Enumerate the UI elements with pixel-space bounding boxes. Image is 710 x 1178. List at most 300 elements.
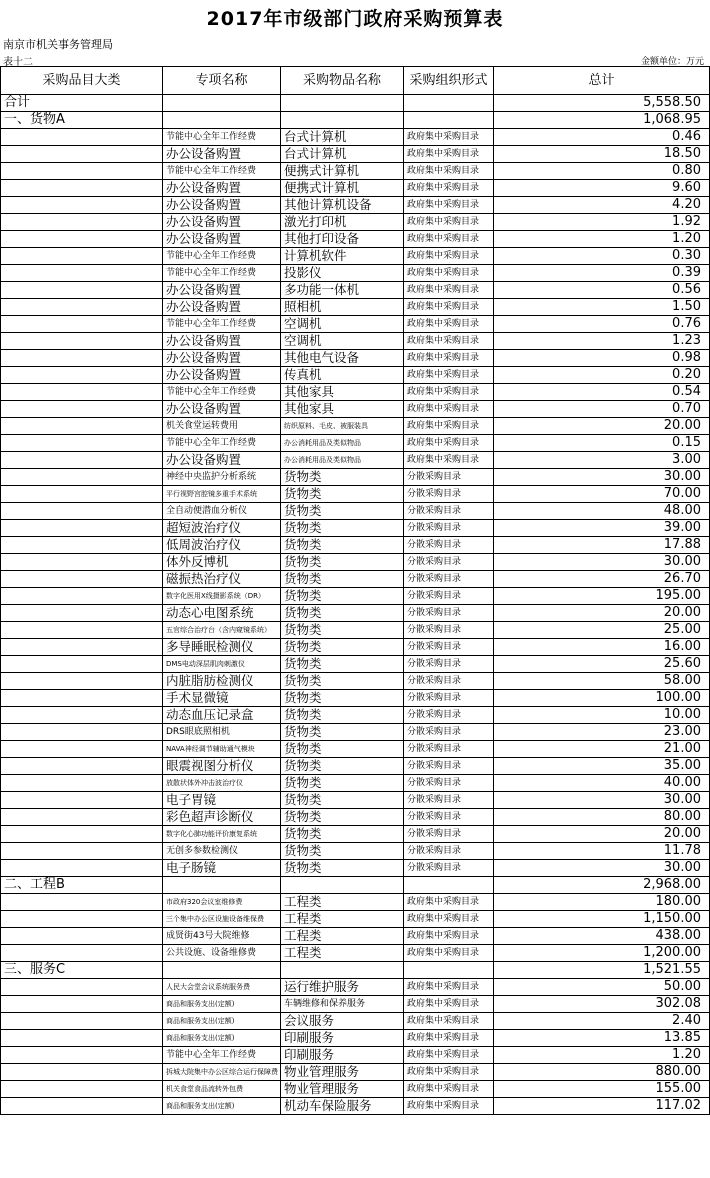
section-row (1, 95, 710, 112)
total-cell: 58.00 (494, 673, 710, 690)
category-cell (1, 180, 163, 197)
total-cell: 25.00 (494, 622, 710, 639)
project-cell: 商品和服务支出(定额) (163, 1030, 281, 1047)
project-cell: 办公设备购置 (163, 401, 281, 418)
method-cell: 政府集中采购目录 (404, 163, 494, 180)
total-cell: 20.00 (494, 826, 710, 843)
table-row (1, 809, 710, 826)
method-cell: 分散采购目录 (404, 758, 494, 775)
method-cell: 政府集中采购目录 (404, 316, 494, 333)
total-cell: 1.92 (494, 214, 710, 231)
method-cell: 分散采购目录 (404, 469, 494, 486)
category-cell (1, 1064, 163, 1081)
item-cell: 工程类 (281, 911, 404, 928)
item-cell: 空调机 (281, 333, 404, 350)
item-cell: 货物类 (281, 809, 404, 826)
item-cell: 货物类 (281, 758, 404, 775)
table-row (1, 792, 710, 809)
table-row (1, 333, 710, 350)
method-cell: 政府集中采购目录 (404, 894, 494, 911)
project-cell: 机关食堂运转费用 (163, 418, 281, 435)
category-cell (1, 571, 163, 588)
total-cell: 0.15 (494, 435, 710, 452)
table-row (1, 605, 710, 622)
item-cell: 货物类 (281, 741, 404, 758)
category-cell (1, 299, 163, 316)
project-cell: 办公设备购置 (163, 231, 281, 248)
project-cell: 节能中心全年工作经费 (163, 163, 281, 180)
method-cell: 分散采购目录 (404, 860, 494, 877)
table-row (1, 129, 710, 146)
item-cell: 台式计算机 (281, 129, 404, 146)
category-cell (1, 265, 163, 282)
total-cell: 70.00 (494, 486, 710, 503)
category-cell (1, 537, 163, 554)
table-row (1, 741, 710, 758)
project-cell: 三个集中办公区设施设备维保费 (163, 911, 281, 928)
project-cell: 数字化心肺功能评价康复系统 (163, 826, 281, 843)
table-row (1, 316, 710, 333)
method-cell (404, 112, 494, 129)
table-row (1, 180, 710, 197)
project-cell: 拆城大院集中办公区综合运行保障费 (163, 1064, 281, 1081)
table-row (1, 401, 710, 418)
header-total: 总计 (494, 67, 710, 95)
total-cell: 1,150.00 (494, 911, 710, 928)
table-row (1, 554, 710, 571)
method-cell: 政府集中采购目录 (404, 299, 494, 316)
total-cell: 20.00 (494, 605, 710, 622)
category-cell (1, 1030, 163, 1047)
category-cell (1, 350, 163, 367)
method-cell: 政府集中采购目录 (404, 401, 494, 418)
category-cell (1, 384, 163, 401)
method-cell: 分散采购目录 (404, 639, 494, 656)
method-cell: 分散采购目录 (404, 792, 494, 809)
total-cell: 0.76 (494, 316, 710, 333)
table-row (1, 537, 710, 554)
amount-unit: 金额单位：万元 (640, 57, 704, 67)
method-cell: 政府集中采购目录 (404, 928, 494, 945)
item-cell: 货物类 (281, 622, 404, 639)
total-cell: 155.00 (494, 1081, 710, 1098)
item-cell: 货物类 (281, 639, 404, 656)
method-cell: 分散采购目录 (404, 520, 494, 537)
total-cell: 0.46 (494, 129, 710, 146)
header-project: 专项名称 (163, 67, 281, 95)
method-cell (404, 95, 494, 112)
category-cell (1, 741, 163, 758)
method-cell: 分散采购目录 (404, 707, 494, 724)
item-cell: 货物类 (281, 554, 404, 571)
total-cell: 100.00 (494, 690, 710, 707)
total-cell: 20.00 (494, 418, 710, 435)
category-cell (1, 418, 163, 435)
item-cell: 货物类 (281, 690, 404, 707)
item-cell: 货物类 (281, 469, 404, 486)
method-cell: 政府集中采购目录 (404, 282, 494, 299)
table-row (1, 622, 710, 639)
project-cell: 体外反博机 (163, 554, 281, 571)
project-cell: 办公设备购置 (163, 350, 281, 367)
section-row (1, 112, 710, 129)
method-cell: 分散采购目录 (404, 588, 494, 605)
project-cell: 办公设备购置 (163, 197, 281, 214)
item-cell: 照相机 (281, 299, 404, 316)
category-cell (1, 554, 163, 571)
category-cell: 三、服务C (1, 962, 163, 979)
table-row (1, 996, 710, 1013)
total-cell: 39.00 (494, 520, 710, 537)
method-cell: 政府集中采购目录 (404, 384, 494, 401)
category-cell (1, 724, 163, 741)
method-cell: 政府集中采购目录 (404, 1081, 494, 1098)
category-cell: 合计 (1, 95, 163, 112)
total-cell: 0.70 (494, 401, 710, 418)
project-cell: 放散状体外冲击波治疗仪 (163, 775, 281, 792)
item-cell (281, 95, 404, 112)
total-cell: 23.00 (494, 724, 710, 741)
table-row (1, 520, 710, 537)
total-cell: 0.56 (494, 282, 710, 299)
category-cell (1, 435, 163, 452)
table-row (1, 707, 710, 724)
category-cell (1, 843, 163, 860)
method-cell: 政府集中采购目录 (404, 214, 494, 231)
item-cell: 车辆维修和保养服务 (281, 996, 404, 1013)
table-row (1, 860, 710, 877)
item-cell (281, 877, 404, 894)
total-cell: 11.78 (494, 843, 710, 860)
project-cell: 市政府320会议室维修费 (163, 894, 281, 911)
item-cell: 货物类 (281, 520, 404, 537)
total-cell: 880.00 (494, 1064, 710, 1081)
total-cell: 26.70 (494, 571, 710, 588)
item-cell: 其他家具 (281, 384, 404, 401)
total-cell: 25.60 (494, 656, 710, 673)
total-cell: 195.00 (494, 588, 710, 605)
table-row (1, 945, 710, 962)
project-cell: 动态血压记录盒 (163, 707, 281, 724)
table-row (1, 826, 710, 843)
item-cell: 纺织原料、毛皮、被服装具 (281, 418, 404, 435)
item-cell: 激光打印机 (281, 214, 404, 231)
organization-name: 南京市机关事务管理局 (3, 38, 113, 51)
method-cell (404, 877, 494, 894)
project-cell: 办公设备购置 (163, 367, 281, 384)
item-cell: 台式计算机 (281, 146, 404, 163)
table-row (1, 690, 710, 707)
category-cell (1, 758, 163, 775)
table-row (1, 928, 710, 945)
project-cell: 超短波治疗仪 (163, 520, 281, 537)
item-cell: 货物类 (281, 503, 404, 520)
item-cell: 货物类 (281, 588, 404, 605)
category-cell (1, 129, 163, 146)
total-cell: 1.23 (494, 333, 710, 350)
total-cell: 9.60 (494, 180, 710, 197)
total-cell: 18.50 (494, 146, 710, 163)
project-cell: 商品和服务支出(定额) (163, 1013, 281, 1030)
project-cell: 数字化医用X线摄影系统（DR） (163, 588, 281, 605)
total-cell: 30.00 (494, 469, 710, 486)
method-cell: 政府集中采购目录 (404, 197, 494, 214)
method-cell (404, 962, 494, 979)
table-row (1, 299, 710, 316)
category-cell (1, 605, 163, 622)
table-row (1, 231, 710, 248)
table-row (1, 1047, 710, 1064)
category-cell (1, 860, 163, 877)
category-cell (1, 775, 163, 792)
item-cell: 物业管理服务 (281, 1064, 404, 1081)
method-cell: 政府集中采购目录 (404, 911, 494, 928)
total-cell: 4.20 (494, 197, 710, 214)
method-cell: 政府集中采购目录 (404, 180, 494, 197)
total-cell: 0.20 (494, 367, 710, 384)
project-cell: 成贤街43号大院维修 (163, 928, 281, 945)
table-row (1, 571, 710, 588)
table-row (1, 197, 710, 214)
project-cell: 无创多参数检测仪 (163, 843, 281, 860)
category-cell: 二、工程B (1, 877, 163, 894)
table-row (1, 1098, 710, 1115)
item-cell: 货物类 (281, 537, 404, 554)
category-cell (1, 928, 163, 945)
total-cell: 17.88 (494, 537, 710, 554)
table-row (1, 1064, 710, 1081)
total-cell: 0.30 (494, 248, 710, 265)
total-cell: 0.98 (494, 350, 710, 367)
method-cell: 分散采购目录 (404, 554, 494, 571)
item-cell: 货物类 (281, 860, 404, 877)
total-cell: 5,558.50 (494, 95, 710, 112)
total-cell: 0.39 (494, 265, 710, 282)
item-cell: 其他家具 (281, 401, 404, 418)
total-cell: 1.20 (494, 231, 710, 248)
category-cell (1, 452, 163, 469)
category-cell (1, 809, 163, 826)
item-cell: 货物类 (281, 826, 404, 843)
item-cell: 印刷服务 (281, 1030, 404, 1047)
item-cell: 运行维护服务 (281, 979, 404, 996)
item-cell: 空调机 (281, 316, 404, 333)
total-cell: 80.00 (494, 809, 710, 826)
method-cell: 政府集中采购目录 (404, 248, 494, 265)
total-cell: 438.00 (494, 928, 710, 945)
total-cell: 0.54 (494, 384, 710, 401)
category-cell: 一、货物A (1, 112, 163, 129)
category-cell (1, 503, 163, 520)
total-cell: 21.00 (494, 741, 710, 758)
project-cell: 机关食堂食品流转外包费 (163, 1081, 281, 1098)
method-cell: 政府集中采购目录 (404, 1098, 494, 1115)
method-cell: 政府集中采购目录 (404, 996, 494, 1013)
category-cell (1, 894, 163, 911)
table-row (1, 1081, 710, 1098)
category-cell (1, 333, 163, 350)
category-cell (1, 588, 163, 605)
total-cell: 30.00 (494, 554, 710, 571)
item-cell: 工程类 (281, 894, 404, 911)
total-cell: 48.00 (494, 503, 710, 520)
method-cell: 政府集中采购目录 (404, 1013, 494, 1030)
table-row (1, 656, 710, 673)
project-cell: 神经中央监护分析系统 (163, 469, 281, 486)
method-cell: 政府集中采购目录 (404, 333, 494, 350)
item-cell: 货物类 (281, 673, 404, 690)
item-cell: 货物类 (281, 792, 404, 809)
method-cell: 政府集中采购目录 (404, 979, 494, 996)
project-cell (163, 877, 281, 894)
project-cell: 办公设备购置 (163, 180, 281, 197)
item-cell: 工程类 (281, 928, 404, 945)
project-cell: 电子肠镜 (163, 860, 281, 877)
budget-table (0, 66, 710, 1115)
table-number: 表十二 (3, 57, 33, 68)
category-cell (1, 1013, 163, 1030)
item-cell: 办公消耗用品及类似物品 (281, 435, 404, 452)
item-cell: 便携式计算机 (281, 180, 404, 197)
project-cell: 节能中心全年工作经费 (163, 316, 281, 333)
total-cell: 0.80 (494, 163, 710, 180)
project-cell (163, 95, 281, 112)
table-header-row (1, 67, 710, 95)
table-row (1, 452, 710, 469)
total-cell: 1.20 (494, 1047, 710, 1064)
method-cell: 政府集中采购目录 (404, 231, 494, 248)
item-cell: 货物类 (281, 605, 404, 622)
method-cell: 分散采购目录 (404, 605, 494, 622)
table-row (1, 758, 710, 775)
category-cell (1, 469, 163, 486)
category-cell (1, 945, 163, 962)
category-cell (1, 367, 163, 384)
project-cell: DRS眼底照相机 (163, 724, 281, 741)
item-cell: 便携式计算机 (281, 163, 404, 180)
method-cell: 政府集中采购目录 (404, 452, 494, 469)
category-cell (1, 911, 163, 928)
method-cell: 分散采购目录 (404, 656, 494, 673)
method-cell: 分散采购目录 (404, 486, 494, 503)
project-cell: 节能中心全年工作经费 (163, 248, 281, 265)
total-cell: 1.50 (494, 299, 710, 316)
method-cell: 政府集中采购目录 (404, 146, 494, 163)
method-cell: 分散采购目录 (404, 537, 494, 554)
table-row (1, 367, 710, 384)
method-cell: 政府集中采购目录 (404, 1030, 494, 1047)
total-cell: 180.00 (494, 894, 710, 911)
category-cell (1, 248, 163, 265)
table-row (1, 775, 710, 792)
table-row (1, 435, 710, 452)
method-cell: 分散采购目录 (404, 775, 494, 792)
table-row (1, 418, 710, 435)
section-row (1, 962, 710, 979)
project-cell: 人民大会堂会议系统服务费 (163, 979, 281, 996)
table-row (1, 503, 710, 520)
item-cell: 货物类 (281, 486, 404, 503)
table-row (1, 265, 710, 282)
table-row (1, 1013, 710, 1030)
item-cell (281, 112, 404, 129)
method-cell: 分散采购目录 (404, 622, 494, 639)
project-cell: 办公设备购置 (163, 452, 281, 469)
item-cell (281, 962, 404, 979)
project-cell (163, 962, 281, 979)
method-cell: 分散采购目录 (404, 809, 494, 826)
table-row (1, 724, 710, 741)
item-cell: 传真机 (281, 367, 404, 384)
total-cell: 2,968.00 (494, 877, 710, 894)
category-cell (1, 146, 163, 163)
project-cell: 商品和服务支出(定额) (163, 996, 281, 1013)
category-cell (1, 792, 163, 809)
table-row (1, 248, 710, 265)
category-cell (1, 639, 163, 656)
project-cell: 眼震视图分析仪 (163, 758, 281, 775)
table-row (1, 163, 710, 180)
table-row (1, 469, 710, 486)
project-cell: 彩色超声诊断仪 (163, 809, 281, 826)
total-cell: 1,521.55 (494, 962, 710, 979)
project-cell: 办公设备购置 (163, 146, 281, 163)
method-cell: 政府集中采购目录 (404, 435, 494, 452)
total-cell: 30.00 (494, 860, 710, 877)
item-cell: 工程类 (281, 945, 404, 962)
table-row (1, 146, 710, 163)
method-cell: 分散采购目录 (404, 724, 494, 741)
total-cell: 302.08 (494, 996, 710, 1013)
project-cell: 公共设施、设备维修费 (163, 945, 281, 962)
table-row (1, 673, 710, 690)
project-cell: 节能中心全年工作经费 (163, 265, 281, 282)
project-cell: 动态心电图系统 (163, 605, 281, 622)
total-cell: 35.00 (494, 758, 710, 775)
category-cell (1, 826, 163, 843)
category-cell (1, 996, 163, 1013)
category-cell (1, 316, 163, 333)
project-cell: 节能中心全年工作经费 (163, 129, 281, 146)
method-cell: 分散采购目录 (404, 673, 494, 690)
method-cell: 分散采购目录 (404, 503, 494, 520)
item-cell: 计算机软件 (281, 248, 404, 265)
project-cell: 全自动便潜血分析仪 (163, 503, 281, 520)
project-cell: 磁振热治疗仪 (163, 571, 281, 588)
header-method: 采购组织形式 (404, 67, 494, 95)
report-title: 2017年市级部门政府采购预算表 (206, 8, 504, 30)
project-cell: DMS电动深层肌肉刺激仪 (163, 656, 281, 673)
project-cell (163, 112, 281, 129)
table-row (1, 1030, 710, 1047)
category-cell (1, 163, 163, 180)
category-cell (1, 622, 163, 639)
total-cell: 16.00 (494, 639, 710, 656)
project-cell: 办公设备购置 (163, 282, 281, 299)
table-row (1, 894, 710, 911)
item-cell: 机动车保险服务 (281, 1098, 404, 1115)
item-cell: 印刷服务 (281, 1047, 404, 1064)
category-cell (1, 1047, 163, 1064)
category-cell (1, 401, 163, 418)
table-row (1, 639, 710, 656)
table-row (1, 282, 710, 299)
method-cell: 政府集中采购目录 (404, 1064, 494, 1081)
table-row (1, 979, 710, 996)
header-category: 采购品目大类 (1, 67, 163, 95)
project-cell: 低周波治疗仪 (163, 537, 281, 554)
total-cell: 117.02 (494, 1098, 710, 1115)
